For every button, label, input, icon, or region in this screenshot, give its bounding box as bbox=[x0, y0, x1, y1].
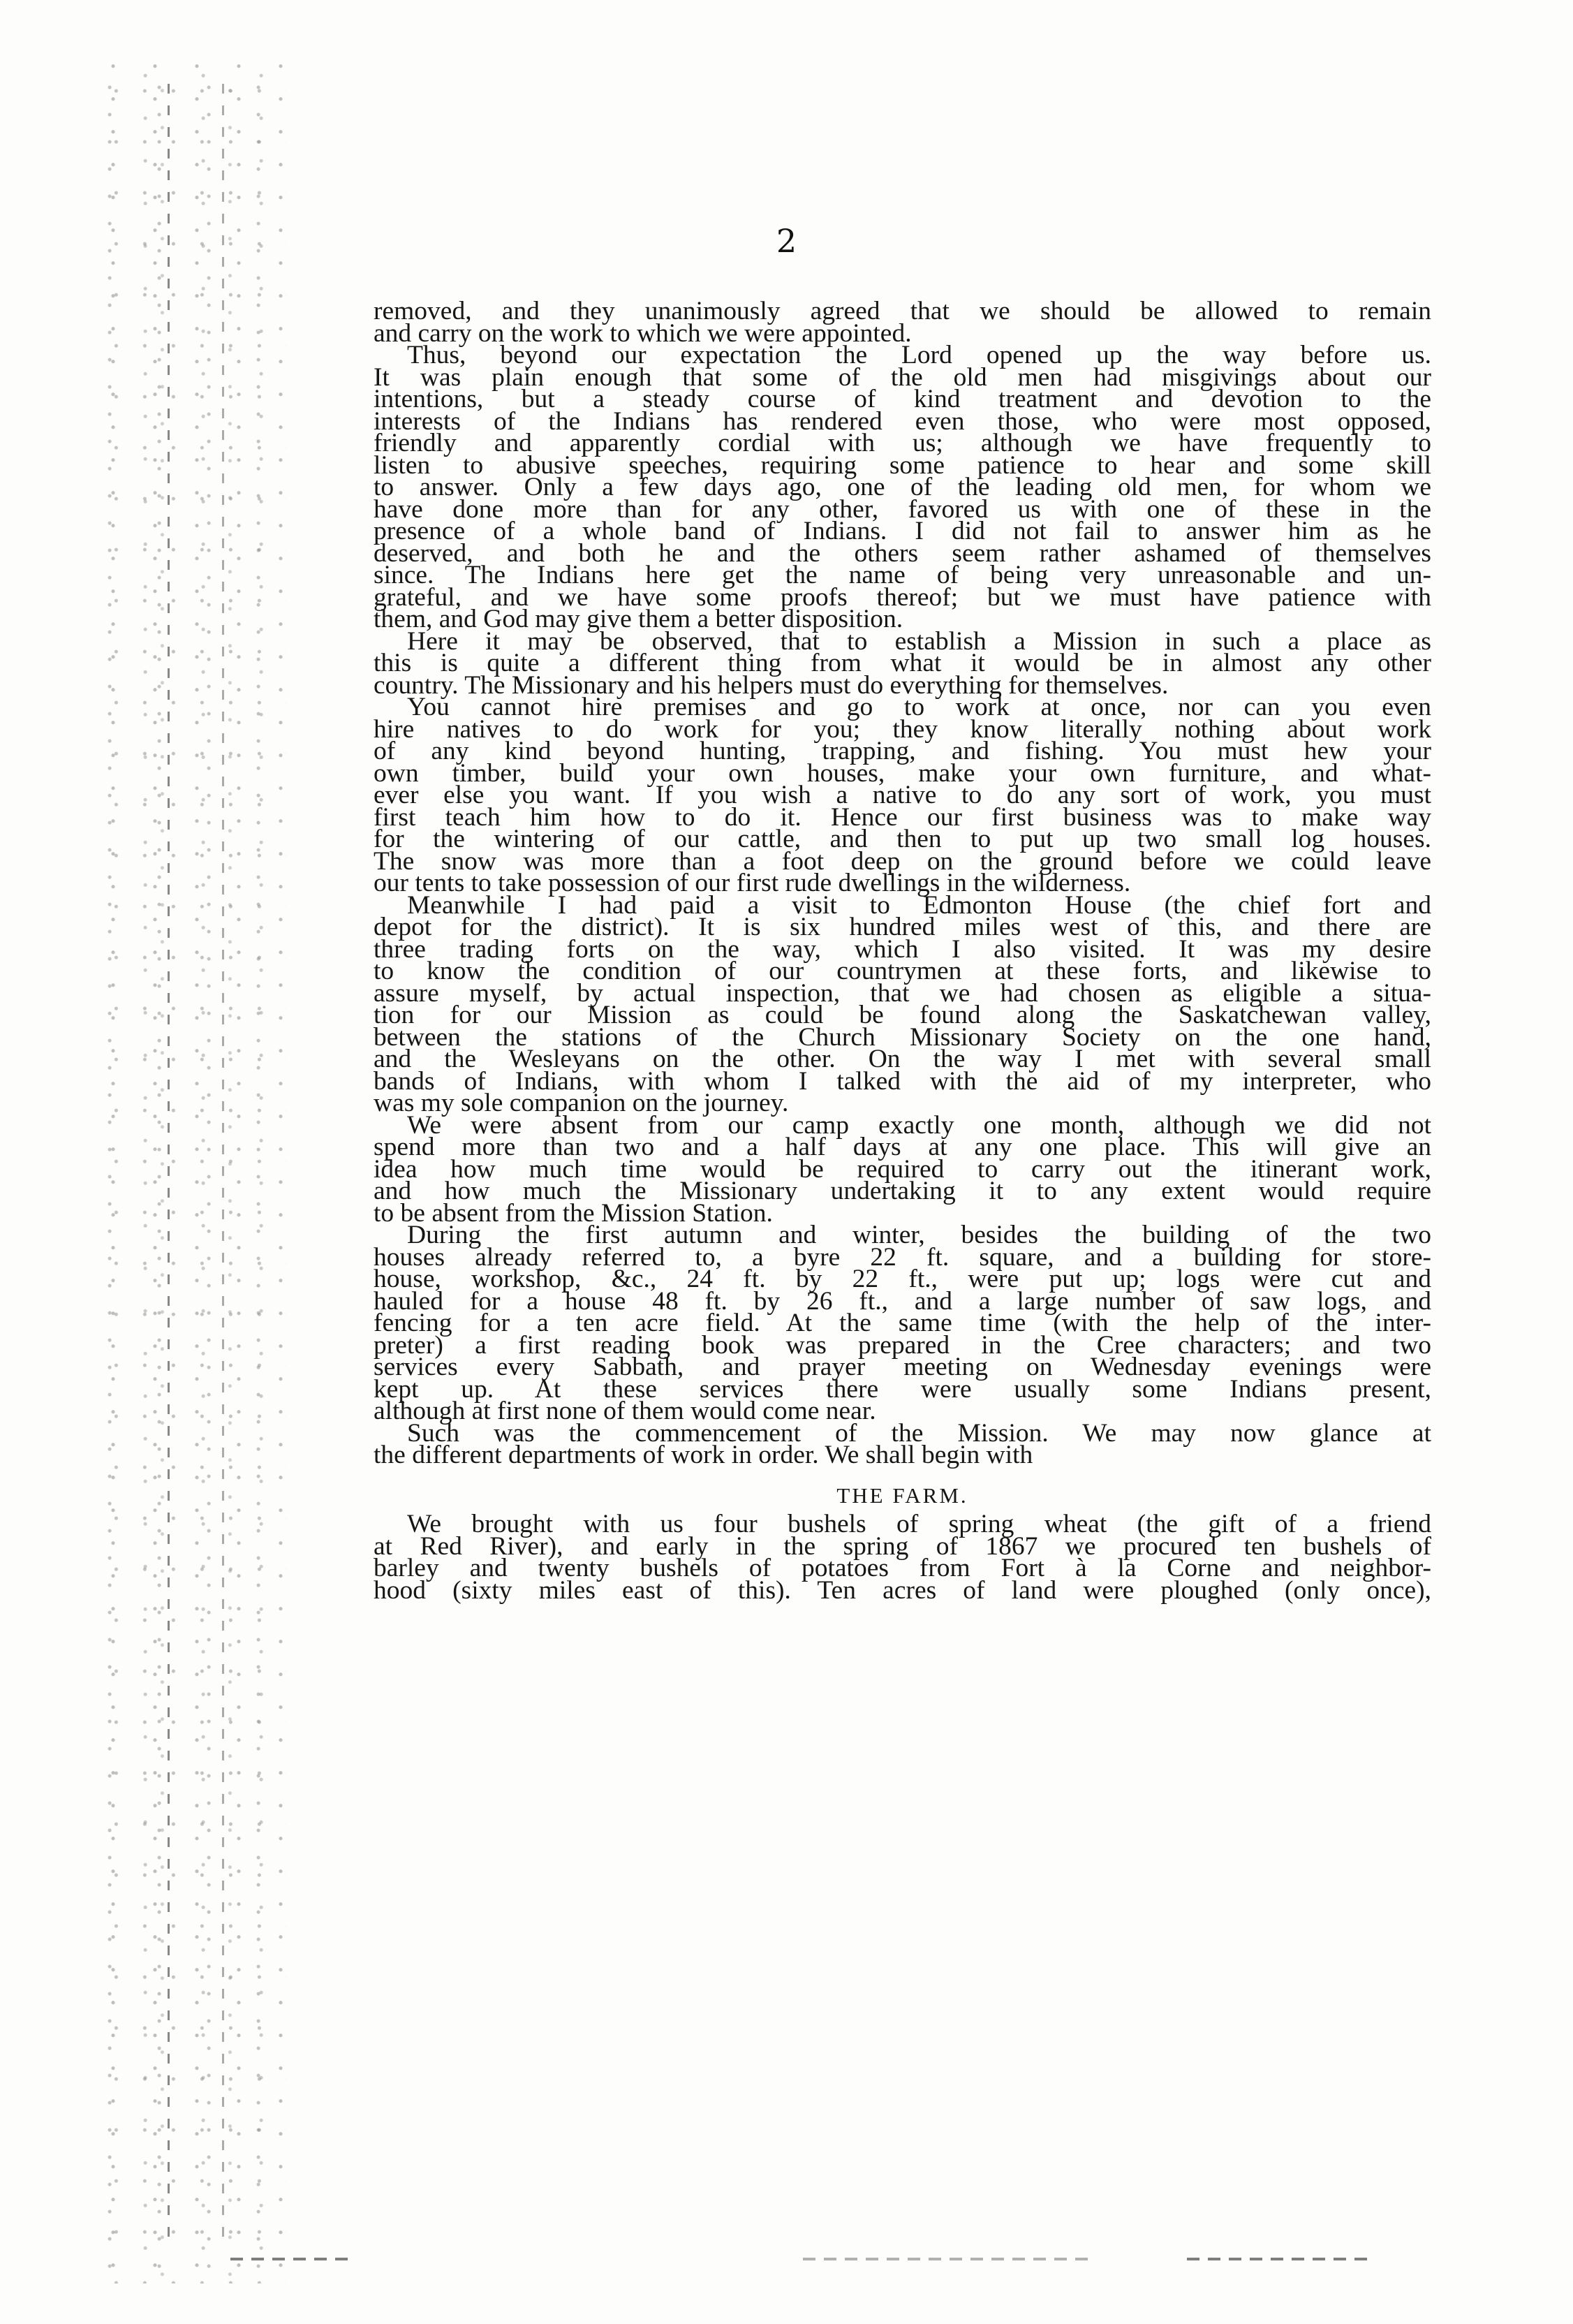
text-line: houses already referred to, a byre 22 ft. square, and a building for store- bbox=[374, 1242, 1431, 1272]
paragraph bbox=[374, 693, 1431, 897]
text-line: barley and twenty bushels of potatoes from Fort à la Corne and neighbor- bbox=[374, 1554, 1431, 1582]
text-line: listen to abusive speeches, requiring some patience to hear and some skill bbox=[374, 450, 1431, 480]
paragraph bbox=[374, 1418, 1431, 1469]
paragraph bbox=[374, 1221, 1431, 1425]
text-line: own timber, build your own houses, make your own furniture, and what- bbox=[374, 758, 1431, 788]
text-line: During the first autumn and winter, besides the building of the two bbox=[407, 1221, 1431, 1249]
text-line: services every Sabbath, and prayer meeting on Wednesday evenings were bbox=[374, 1353, 1431, 1381]
text-line: intentions, but a steady course of kind treatment and devotion to the bbox=[374, 385, 1431, 413]
text-line: hire natives to do work for you; they know literally nothing about work bbox=[374, 714, 1431, 744]
section-heading: THE FARM. bbox=[836, 1483, 968, 1508]
text-line: Thus, beyond our expectation the Lord opened up the way before us. bbox=[407, 341, 1431, 369]
text-line: bands of Indians, with whom I talked with the aid of my interpreter, who bbox=[374, 1066, 1431, 1096]
text-line: house, workshop, &c., 24 ft. by 22 ft., were put up; logs were cut and bbox=[374, 1265, 1431, 1293]
text-line: The snow was more than a foot deep on the ground before we could leave bbox=[374, 846, 1431, 876]
text-line: to be absent from the Mission Station. bbox=[374, 1198, 773, 1228]
text-line: the different departments of work in order. We shall begin with bbox=[374, 1441, 1033, 1469]
text-line: hauled for a house 48 ft. by 26 ft., and a large number of saw logs, and bbox=[374, 1286, 1431, 1316]
text-line: of any kind beyond hunting, trapping, and fishing. You must hew your bbox=[374, 737, 1431, 765]
text-line: Such was the commencement of the Mission. We may now glance at bbox=[407, 1418, 1431, 1448]
text-line: friendly and apparently cordial with us; although we have frequently to bbox=[374, 429, 1431, 457]
paragraph bbox=[374, 341, 1431, 633]
text-line: deserved, and both he and the others seem rather ashamed of themselves bbox=[374, 538, 1431, 568]
text-line: We were absent from our camp exactly one month, although we did not bbox=[407, 1110, 1431, 1140]
text-line: hood (sixty miles east of this). Ten acres of land were ploughed (only once), bbox=[374, 1575, 1431, 1605]
bottom-edge-scan-mark-middle bbox=[803, 2258, 1096, 2260]
text-line: We brought with us four bushels of spring wheat (the gift of a friend bbox=[407, 1510, 1431, 1538]
body-text bbox=[374, 297, 1431, 1605]
paragraph bbox=[374, 626, 1431, 700]
text-line: fencing for a ten acre field. At the same time (with the help of the inter- bbox=[374, 1309, 1431, 1337]
text-line: assure myself, by actual inspection, that we had chosen as eligible a situa- bbox=[374, 978, 1431, 1008]
text-line: ever else you want. If you wish a native to do any sort of work, you must bbox=[374, 781, 1431, 809]
text-line: to know the condition of our countrymen at these forts, and likewise to bbox=[374, 957, 1431, 985]
text-line: at Red River), and early in the spring of 1867 we procured ten bushels of bbox=[374, 1531, 1431, 1561]
text-line: Meanwhile I had paid a visit to Edmonton House (the chief fort and bbox=[407, 890, 1431, 920]
text-line: and the Wesleyans on the other. On the way I met with several small bbox=[374, 1045, 1431, 1073]
text-line: grateful, and we have some proofs thereof; but we must have patience with bbox=[374, 582, 1431, 612]
left-margin-rule-secondary bbox=[222, 84, 224, 2249]
text-line: this is quite a different thing from what it would be in almost any other bbox=[374, 649, 1431, 677]
left-margin-scan-noise bbox=[105, 63, 286, 2283]
paragraph bbox=[374, 297, 1431, 348]
text-line: between the stations of the Church Missionary Society on the one hand, bbox=[374, 1022, 1431, 1052]
text-line: and how much the Missionary undertaking it to any extent would require bbox=[374, 1177, 1431, 1205]
paragraph bbox=[374, 1510, 1431, 1605]
text-line: depot for the district). It is six hundred miles west of this, and there are bbox=[374, 913, 1431, 941]
bottom-edge-scan-mark-right bbox=[1187, 2258, 1368, 2260]
text-line: preter) a first reading book was prepared in the Cree characters; and two bbox=[374, 1330, 1431, 1360]
text-line: Here it may be observed, that to establish a Mission in such a place as bbox=[407, 626, 1431, 656]
bottom-edge-scan-mark bbox=[230, 2258, 356, 2260]
paragraph bbox=[374, 890, 1431, 1117]
text-line: and carry on the work to which we were appointed. bbox=[374, 318, 912, 348]
text-line: them, and God may give them a better disposition. bbox=[374, 605, 903, 633]
text-line: country. The Missionary and his helpers must do everything for themselves. bbox=[374, 670, 1169, 700]
page-number: 2 bbox=[776, 222, 797, 260]
text-line: idea how much time would be required to carry out the itinerant work, bbox=[374, 1154, 1431, 1184]
paragraph bbox=[374, 1110, 1431, 1228]
text-line: three trading forts on the way, which I also visited. It was my desire bbox=[374, 934, 1431, 964]
left-margin-rule bbox=[168, 84, 170, 2249]
text-line: although at first none of them would come near. bbox=[374, 1397, 876, 1425]
text-line: first teach him how to do it. Hence our first business was to make way bbox=[374, 802, 1431, 832]
text-line: kept up. At these services there were usually some Indians present, bbox=[374, 1374, 1431, 1404]
text-line: have done more than for any other, favored us with one of these in the bbox=[374, 494, 1431, 524]
text-line: interests of the Indians has rendered even those, who were most opposed, bbox=[374, 406, 1431, 436]
text-line: It was plain enough that some of the old men had misgivings about our bbox=[374, 362, 1431, 392]
text-line: tion for our Mission as could be found along the Saskatchewan valley, bbox=[374, 1001, 1431, 1029]
text-line: You cannot hire premises and go to work at once, nor can you even bbox=[407, 693, 1431, 721]
text-line: to answer. Only a few days ago, one of the leading old men, for whom we bbox=[374, 473, 1431, 501]
text-line: removed, and they unanimously agreed that we should be allowed to remain bbox=[374, 297, 1431, 325]
text-line: spend more than two and a half days at any one place. This will give an bbox=[374, 1133, 1431, 1161]
text-line: presence of a whole band of Indians. I did not fail to answer him as he bbox=[374, 517, 1431, 545]
text-line: our tents to take possession of our first rude dwellings in the wilderness. bbox=[374, 869, 1131, 897]
text-line: was my sole companion on the journey. bbox=[374, 1089, 789, 1117]
text-line: since. The Indians here get the name of being very unreasonable and un- bbox=[374, 561, 1431, 589]
text-line: for the wintering of our cattle, and then to put up two small log houses. bbox=[374, 825, 1431, 853]
